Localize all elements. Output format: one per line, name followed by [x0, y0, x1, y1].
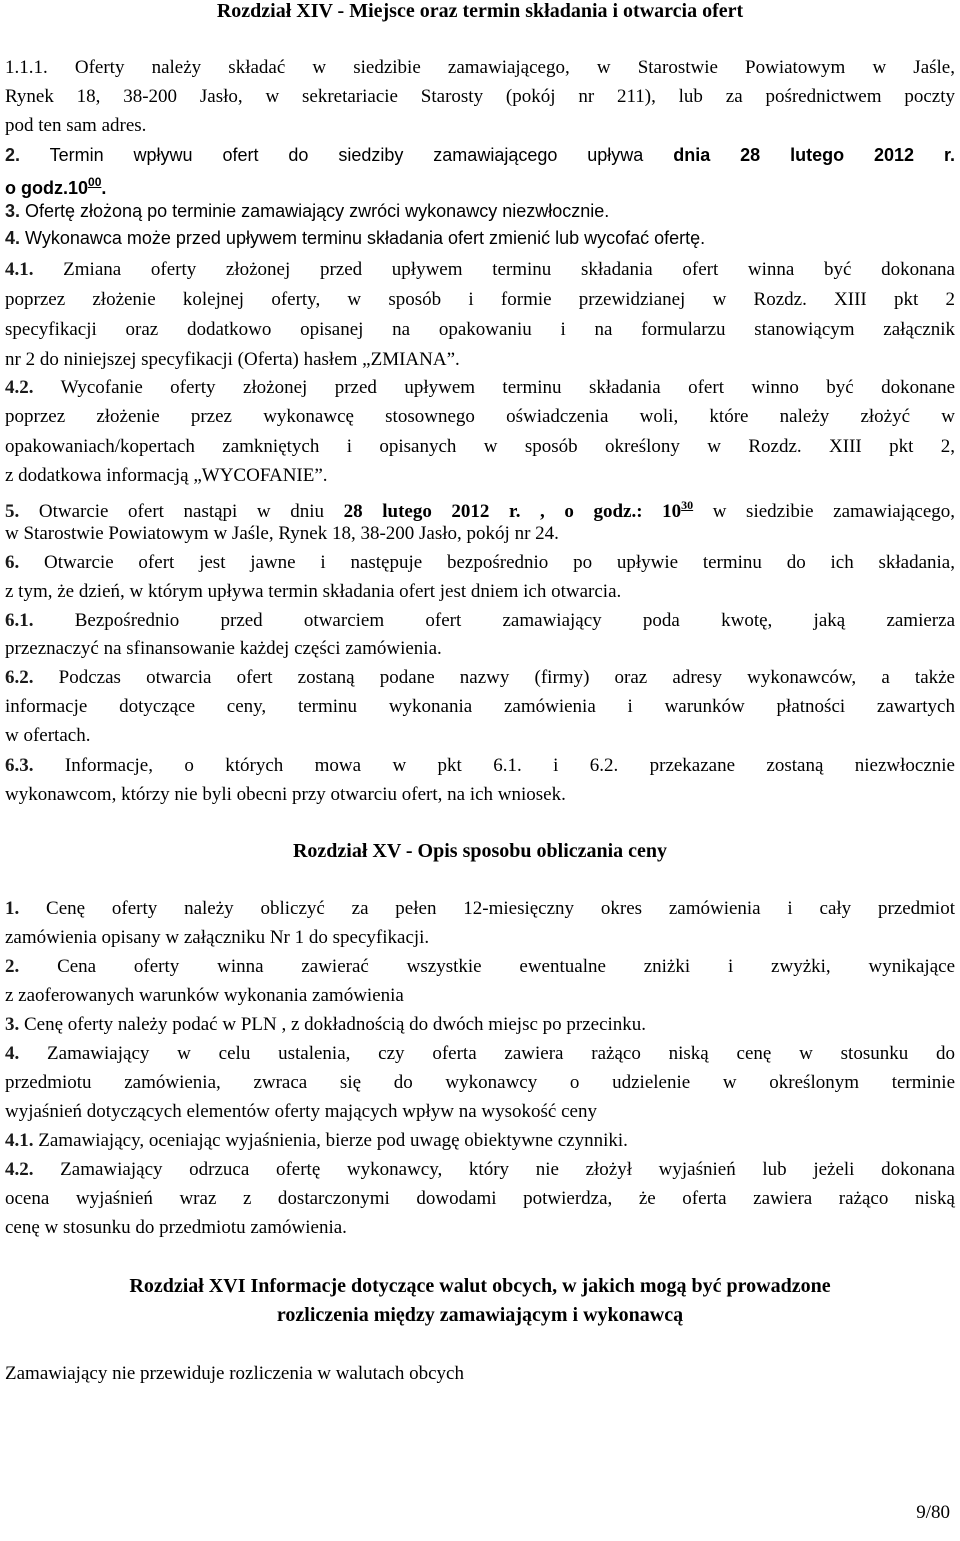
paragraph-6-1-text: Bezpośrednio przed otwarciem ofert zamawiający poda kwotę, jaką zamierza: [33, 610, 955, 631]
paragraph-4-2-line-1: [5, 376, 955, 400]
opening-minutes: 30: [681, 498, 694, 512]
item-number: 3.: [5, 201, 21, 221]
item-number: 4.: [5, 228, 21, 248]
paragraph-5-text: Otwarcie ofert nastąpi w dniu: [19, 501, 344, 522]
paragraph-4-2-line-3: opakowaniach/kopertach zamkniętych i opisanych w sposób określony w Rozdz. XIII pkt 2,: [5, 436, 955, 457]
ch15-paragraph-4-line-1: [5, 1042, 955, 1066]
paragraph-6-3-text: Informacje, o których mowa w pkt 6.1. i 6.2. przekazane zostaną niezwłocznie: [33, 755, 955, 776]
chapter-16-title-line-1: Rozdział XVI Informacje dotyczące walut obcych, w jakich mogą być prowadzone: [129, 1275, 831, 1297]
chapter-16-title-line-2: rozliczenia między zamawiającym i wykonawcą: [276, 1304, 684, 1326]
ch16-text: Zamawiający nie przewiduje rozliczenia w walutach obcych: [5, 1363, 464, 1384]
ch15-paragraph-4-text: Zamawiający w celu ustalenia, czy oferta zawiera rażąco niską cenę w stosunku do: [19, 1043, 955, 1064]
paragraph-1-line-2: Rynek 18, 38-200 Jasło, w sekretariacie Starosty (pokój nr 211), lub za pośrednictwem poczty: [5, 86, 955, 107]
paragraph-3-text: Ofertę złożoną po terminie zamawiający zwróci wykonawcy niezwłocznie.: [20, 201, 610, 221]
item-number: 4.: [5, 1043, 20, 1064]
paragraph-6-2-line-1: [5, 666, 955, 690]
paragraph-4-1-text: Zmiana oferty złożonej przed upływem terminu składania ofert winna być dokonana: [33, 259, 955, 280]
paragraph-5-line-2: w Starostwie Powiatowym w Jaśle, Rynek 18, 38-200 Jasło, pokój nr 24.: [5, 523, 559, 544]
item-number: 3.: [5, 1014, 20, 1035]
deadline-hour: o godz.10: [5, 178, 89, 198]
ch15-paragraph-1-line-2: zamówienia opisany w załączniku Nr 1 do specyfikacji.: [5, 927, 430, 948]
ch15-paragraph-2-line-1: [5, 955, 955, 979]
paragraph-4-1-line-2: poprzez złożenie kolejnej oferty, w sposób i formie przewidzianej w Rozdz. XIII pkt 2: [5, 289, 955, 310]
paragraph-1-line-1: 1.1.1. Oferty należy składać w siedzibie zamawiającego, w Starostwie Powiatowym w Jaśle,: [5, 57, 955, 78]
paragraph-4: [5, 226, 955, 250]
paragraph-4-2-text: Wycofanie oferty złożonej przed upływem terminu składania ofert winno być dokonane: [33, 377, 955, 398]
ch15-paragraph-4-2-line-1: [5, 1158, 955, 1182]
item-number: 4.2.: [5, 377, 34, 398]
ch15-paragraph-4-line-2: przedmiotu zamówienia, zwraca się do wykonawcy o udzielenie w określonym terminie: [5, 1072, 955, 1093]
chapter-15-title: Rozdział XV - Opis sposobu obliczania ceny: [292, 840, 668, 862]
ch15-paragraph-1-text: Cenę oferty należy obliczyć za pełen 12-miesięczny okres zamówienia i cały przedmiot: [19, 898, 955, 919]
ch15-paragraph-4-2-line-3: cenę w stosunku do przedmiotu zamówienia.: [5, 1217, 347, 1238]
paragraph-6-2-line-3: w ofertach.: [5, 725, 91, 746]
ch15-paragraph-3-text: Cenę oferty należy podać w PLN , z dokładnością do dwóch miejsc po przecinku.: [19, 1014, 647, 1035]
paragraph-6-3-line-1: [5, 754, 955, 778]
paragraph-6-text: Otwarcie ofert jest jawne i następuje bezpośrednio po upływie terminu do ich składania,: [19, 552, 955, 573]
ch15-paragraph-2-text: Cena oferty winna zawierać wszystkie ewentualne zniżki i zwyżki, wynikające: [19, 956, 955, 977]
ch15-paragraph-4-2-line-2: ocena wyjaśnień wraz z dostarczonymi dowodami potwierdza, że oferta zawiera rażąco niską: [5, 1188, 955, 1209]
item-number: 1.: [5, 898, 20, 919]
period: .: [101, 178, 107, 198]
paragraph-4-text: Wykonawca może przed upływem terminu składania ofert zmienić lub wycofać ofertę.: [20, 228, 706, 248]
ch15-paragraph-2-line-2: z zaoferowanych warunków wykonania zamówienia: [5, 985, 404, 1006]
item-number: 2.: [5, 956, 20, 977]
item-number: 4.2.: [5, 1159, 34, 1180]
ch15-paragraph-4-1: [5, 1129, 955, 1153]
paragraph-6-1-line-2: przeznaczyć na sfinansowanie każdej części zamówienia.: [5, 638, 442, 659]
paragraph-5-text-end: w siedzibie zamawiającego,: [693, 501, 956, 522]
item-number: 6.3.: [5, 755, 34, 776]
paragraph-6-line-2: z tym, że dzień, w którym upływa termin składania ofert jest dniem ich otwarcia.: [5, 581, 622, 602]
deadline-minutes: 00: [88, 175, 102, 189]
ch15-paragraph-4-2-text: Zamawiający odrzuca ofertę wykonawcy, który nie złożył wyjaśnień lub jeżeli dokonana: [33, 1159, 955, 1180]
paragraph-6-2-line-2: informacje dotyczące ceny, terminu wykonania zamówienia i warunków płatności zawartych: [5, 696, 955, 717]
paragraph-2-line-1: [5, 143, 955, 167]
item-number: 6.2.: [5, 667, 34, 688]
deadline-date: dnia 28 lutego 2012 r.: [673, 145, 955, 165]
paragraph-2-line-2: [5, 170, 955, 200]
item-number: 4.1.: [5, 1130, 34, 1151]
paragraph-6-2-text: Podczas otwarcia ofert zostaną podane nazwy (firmy) oraz adresy wykonawców, a także: [33, 667, 955, 688]
paragraph-4-2-line-4: z dodatkowa informacją „WYCOFANIE”.: [5, 465, 328, 486]
paragraph-6-line-1: [5, 551, 955, 575]
ch15-paragraph-1-line-1: [5, 897, 955, 921]
item-number: 6.: [5, 552, 20, 573]
item-number: 2.: [5, 145, 21, 165]
paragraph-4-1-line-1: [5, 258, 955, 282]
ch15-paragraph-3: [5, 1013, 955, 1037]
paragraph-3: [5, 199, 955, 223]
paragraph-4-2-line-2: poprzez złożenie przez wykonawcę stosownego oświadczenia woli, które należy złożyć w: [5, 406, 955, 427]
paragraph-6-3-line-2: wykonawcom, którzy nie byli obecni przy otwarciu ofert, na ich wniosek.: [5, 784, 566, 805]
chapter-14-title: Rozdział XIV - Miejsce oraz termin składania i otwarcia ofert: [216, 0, 744, 22]
paragraph-5-line-1: [5, 493, 955, 524]
paragraph-4-1-line-4: nr 2 do niniejszej specyfikacji (Oferta) hasłem „ZMIANA”.: [5, 349, 460, 370]
page-number: 9/80: [916, 1502, 950, 1523]
ch15-paragraph-4-1-text: Zamawiający, oceniając wyjaśnienia, bierze pod uwagę obiektywne czynniki.: [33, 1130, 628, 1151]
opening-date: 28 lutego 2012 r. , o godz.: 10: [343, 501, 682, 522]
paragraph-6-1-line-1: [5, 609, 955, 633]
item-number: 4.1.: [5, 259, 34, 280]
paragraph-1-line-3: pod ten sam adres.: [5, 115, 147, 136]
ch15-paragraph-4-line-3: wyjaśnień dotyczących elementów oferty mających wpływ na wysokość ceny: [5, 1101, 597, 1122]
paragraph-4-1-line-3: specyfikacji oraz dodatkowo opisanej na opakowaniu i na formularzu stanowiącym załącznik: [5, 319, 955, 340]
item-number: 6.1.: [5, 610, 34, 631]
paragraph-2-text: Termin wpływu ofert do siedziby zamawiającego upływa: [20, 145, 674, 165]
item-number: 5.: [5, 501, 20, 522]
